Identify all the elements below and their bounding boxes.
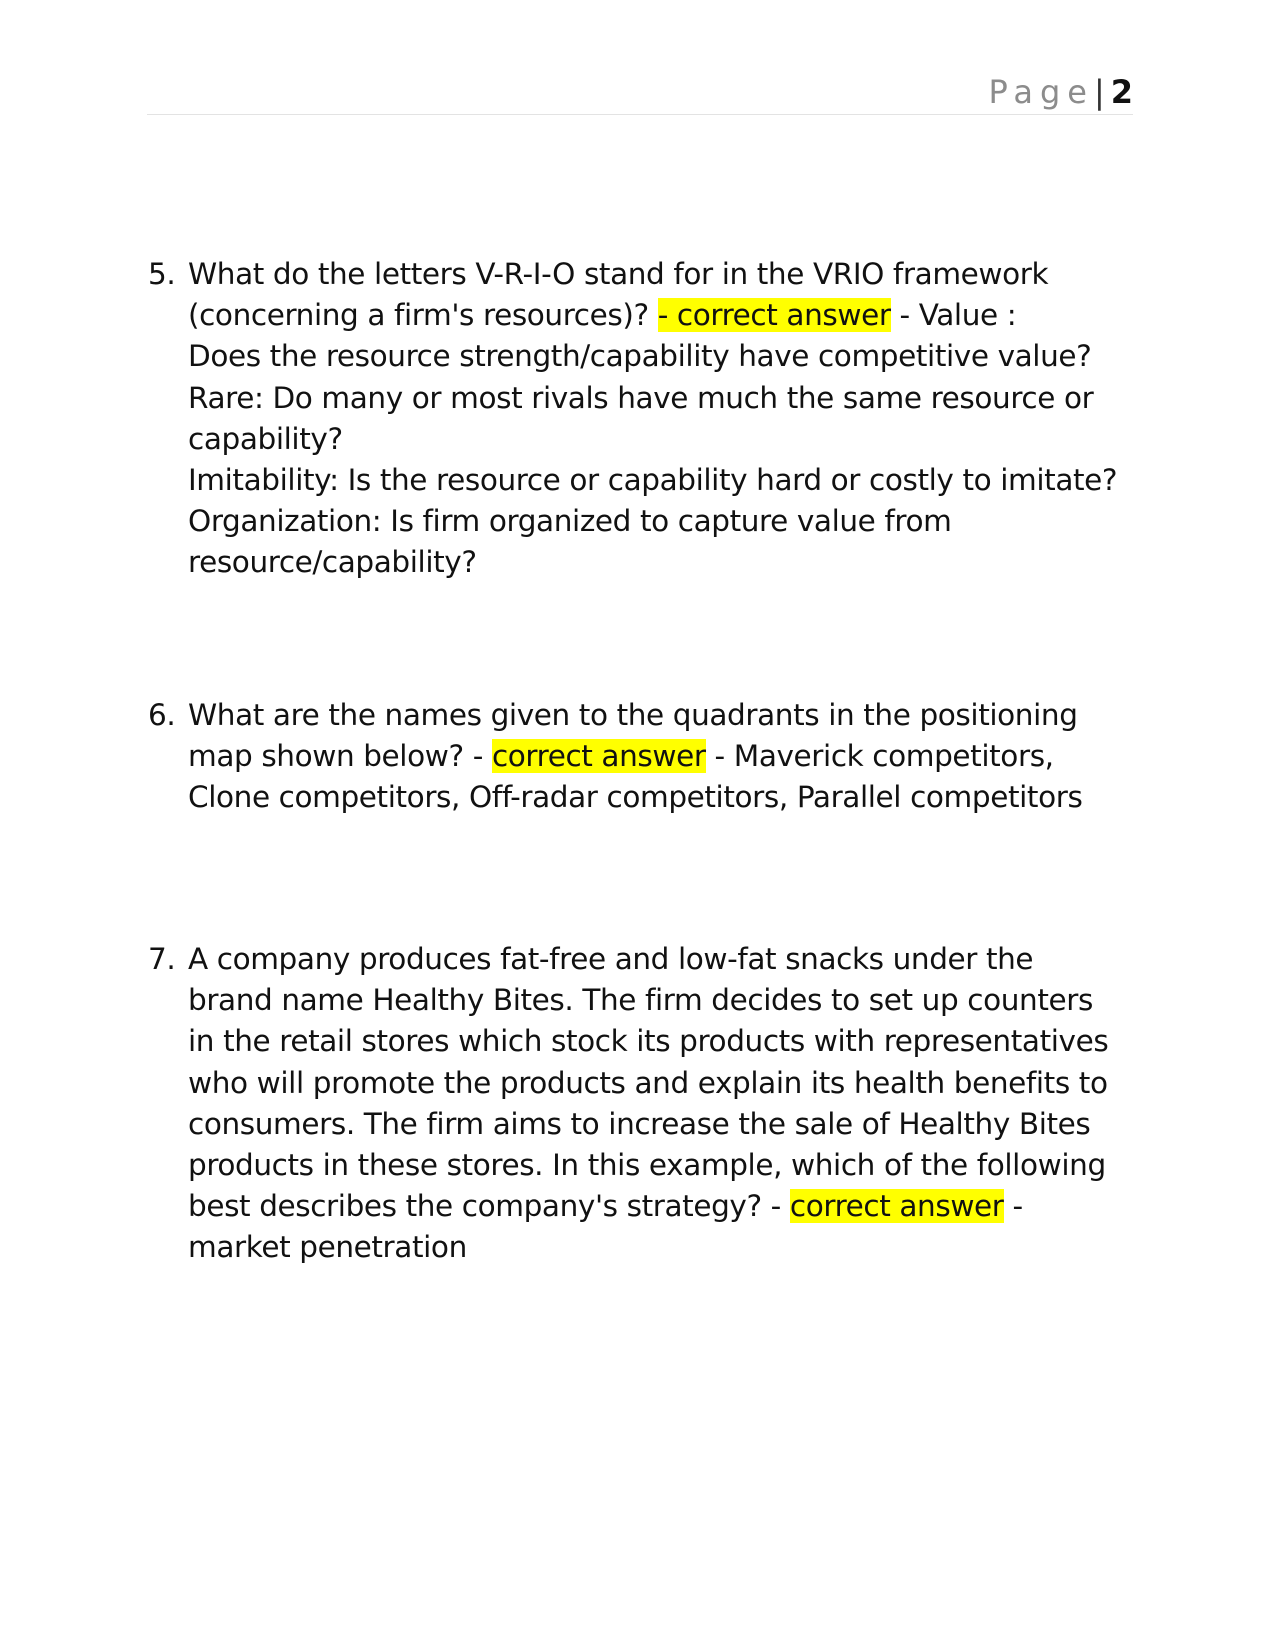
line-text: (concerning a firm's resources)? (188, 298, 658, 333)
page-header (147, 68, 1133, 115)
text-line (188, 1063, 1138, 1104)
line-text: Imitability: Is the resource or capability hard or costly to imitate? (188, 463, 1118, 498)
text-line (188, 501, 1138, 542)
question-number: 5. (148, 257, 176, 291)
text-line (188, 939, 1138, 980)
line-text: market penetration (188, 1230, 467, 1265)
question-6 (148, 695, 1138, 819)
line-text: Rare: Do many or most rivals have much the same resource or (188, 380, 1094, 415)
page-separator: | (1093, 73, 1105, 111)
text-line (188, 695, 1138, 736)
question-text (188, 254, 1138, 584)
text-line (188, 336, 1138, 377)
line-text: capability? (188, 421, 343, 456)
text-line (188, 378, 1138, 419)
text-line (188, 980, 1138, 1021)
text-line (188, 1186, 1138, 1227)
line-text: in the retail stores which stock its products with representatives (188, 1024, 1109, 1059)
question-number: 7. (148, 942, 176, 976)
line-text: Clone competitors, Off-radar competitors, Parallel competitors (188, 780, 1083, 815)
text-line (188, 1104, 1138, 1145)
text-line (188, 1227, 1138, 1268)
question-text (188, 939, 1138, 1269)
line-text: resource/capability? (188, 545, 477, 580)
line-text: - (1003, 1189, 1023, 1224)
text-line (188, 777, 1138, 818)
line-text: brand name Healthy Bites. The firm decides to set up counters (188, 983, 1093, 1018)
text-line (188, 419, 1138, 460)
text-line (188, 254, 1138, 295)
line-text: products in these stores. In this example, which of the following (188, 1148, 1106, 1183)
line-text: who will promote the products and explain its health benefits to (188, 1065, 1108, 1100)
line-text: map shown below? - (188, 739, 492, 774)
line-text: - Maverick competitors, (705, 739, 1054, 774)
text-line (188, 1145, 1138, 1186)
line-text: A company produces fat-free and low-fat snacks under the (188, 942, 1034, 976)
question-5 (148, 254, 1138, 584)
text-line (188, 295, 1138, 336)
answer-highlight: correct answer (491, 739, 706, 774)
line-text: What are the names given to the quadrants in the positioning (188, 698, 1078, 732)
text-line (188, 542, 1138, 583)
line-text: Organization: Is firm organized to capture value from (188, 504, 952, 539)
page-number: 2 (1110, 73, 1133, 111)
line-text: best describes the company's strategy? - (188, 1189, 790, 1224)
answer-highlight: correct answer (789, 1189, 1004, 1224)
text-line (188, 1021, 1138, 1062)
answer-highlight: - correct answer (657, 298, 891, 333)
text-line (188, 736, 1138, 777)
line-text: Does the resource strength/capability have competitive value? (188, 339, 1092, 374)
page-number-label (988, 74, 1133, 110)
question-text (188, 695, 1138, 819)
question-7 (148, 939, 1138, 1269)
question-number: 6. (148, 698, 176, 732)
line-text: - Value : (890, 298, 1017, 333)
text-line (188, 460, 1138, 501)
line-text: What do the letters V-R-I-O stand for in the VRIO framework (188, 257, 1049, 291)
line-text: consumers. The firm aims to increase the sale of Healthy Bites (188, 1106, 1091, 1141)
page-word: Page (988, 73, 1094, 111)
